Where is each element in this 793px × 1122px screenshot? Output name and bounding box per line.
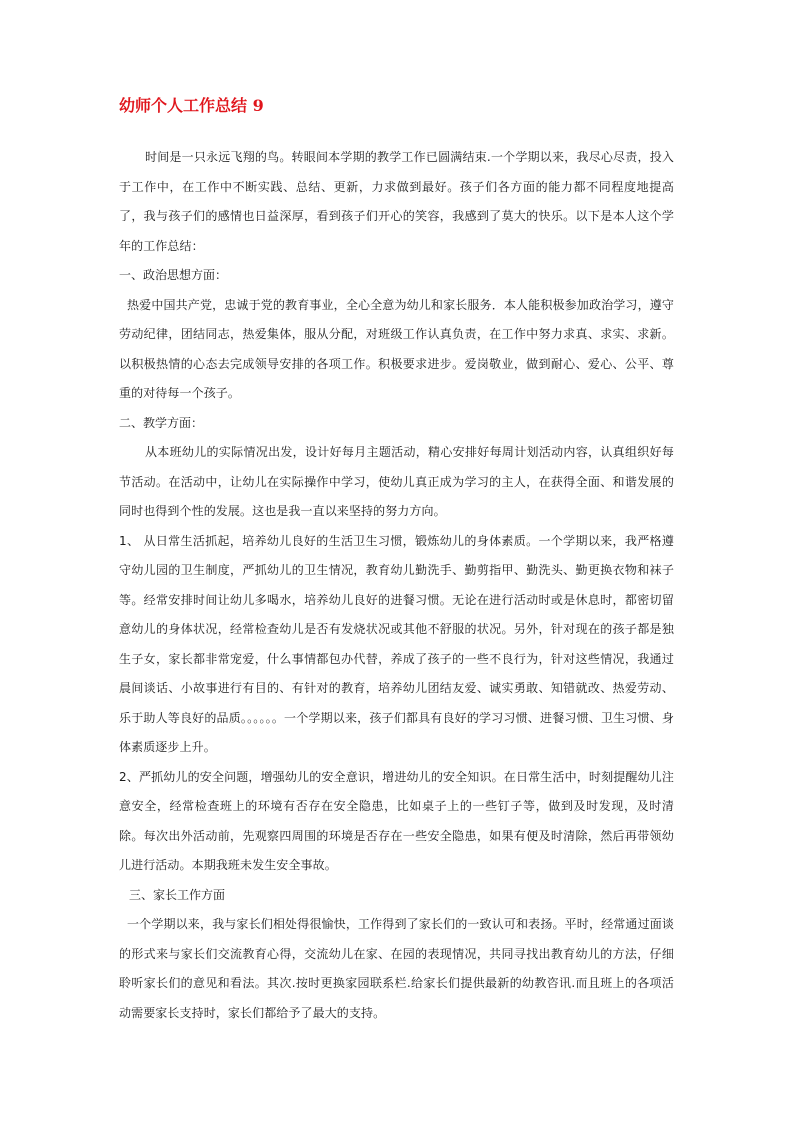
- document-page: [119, 95, 674, 1028]
- teaching-item-1: 1、 从日常生活抓起，培养幼儿良好的生活卫生习惯，锻炼幼儿的身体素质。一个学期以来，我严格遵守幼儿园的卫生制度，严抓幼儿的卫生情况，教育幼儿勤洗手、勤剪指甲、勤洗头、勤更换衣物和袜子等。经常安排时间让幼儿多喝水，培养幼儿良好的进餐习惯。无论在进行活动时或是休息时，都密切留意幼儿的身体状况，经常检查幼儿是否有发烧状况或其他不舒服的状况。另外，针对现在的孩子都是独生子女，家长都非常宠爱，什么事情都包办代替，养成了孩子的一些不良行为，针对这些情况，我通过晨间谈话、小故事进行有目的、有针对的教育，培养幼儿团结友爱、诚实勇敢、知错就改、热爱劳动、乐于助人等良好的品质。。。。。。一个学期以来，孩子们都具有良好的学习习惯、进餐习惯、卫生习惯、身体素质逐步上升。: [119, 533, 674, 754]
- section-body-politics: 热爱中国共产党，忠诚于党的教育事业，全心全意为幼儿和家长服务．本人能积极参加政治学习，遵守劳动纪律，团结同志，热爱集体，服从分配，对班级工作认真负责，在工作中努力求真、求实、求新。以积极热情的心态去完成领导安排的各项工作。积极要求进步。爱岗敬业，做到耐心、爱心、公平、尊重的对待每一个孩子。: [119, 297, 674, 400]
- section-heading-parents: 三、家长工作方面: [129, 887, 226, 902]
- section-heading-teaching: 二、教学方面：: [119, 415, 204, 430]
- section-body-parents: 一个学期以来，我与家长们相处得很愉快，工作得到了家长们的一致认可和表扬。平时，经常通过面谈的形式来与家长们交流教育心得，交流幼儿在家、在园的表现情况，共同寻找出教育幼儿的方法，仔细聆听家长们的意见和看法。其次.按时更换家园联系栏.给家长们提供最新的幼教咨讯.而且班上的各项活动需要家长支持时，家长们都给予了最大的支持。: [119, 917, 674, 1020]
- section-body-teaching: 从本班幼儿的实际情况出发，设计好每月主题活动，精心安排好每周计划活动内容，认真组织好每节活动。在活动中，让幼儿在实际操作中学习，使幼儿真正成为学习的主人，在获得全面、和谐发展的同时也得到个性的发展。这也是我一直以来坚持的努力方向。: [119, 445, 674, 518]
- page-title: 幼师个人工作总结 9: [119, 96, 264, 115]
- intro-paragraph: 时间是一只永远飞翔的鸟。转眼间本学期的教学工作已圆满结束.一个学期以来，我尽心尽责，投入于工作中，在工作中不断实践、总结、更新，力求做到最好。孩子们各方面的能力都不同程度地提高了，我与孩子们的感情也日益深厚，看到孩子们开心的笑容，我感到了莫大的快乐。以下是本人这个学年的工作总结：: [119, 150, 674, 253]
- section-heading-politics: 一、政治思想方面：: [119, 268, 228, 282]
- teaching-item-2: 2、严抓幼儿的安全问题，增强幼儿的安全意识，增进幼儿的安全知识。在日常生活中，时刻提醒幼儿注意安全，经常检查班上的环境有否存在安全隐患，比如桌子上的一些钉子等，做到及时发现，及时清除。每次出外活动前，先观察四周围的环境是否存在一些安全隐患，如果有便及时清除，然后再带领幼儿进行活动。本期我班未发生安全事故。: [119, 769, 674, 872]
